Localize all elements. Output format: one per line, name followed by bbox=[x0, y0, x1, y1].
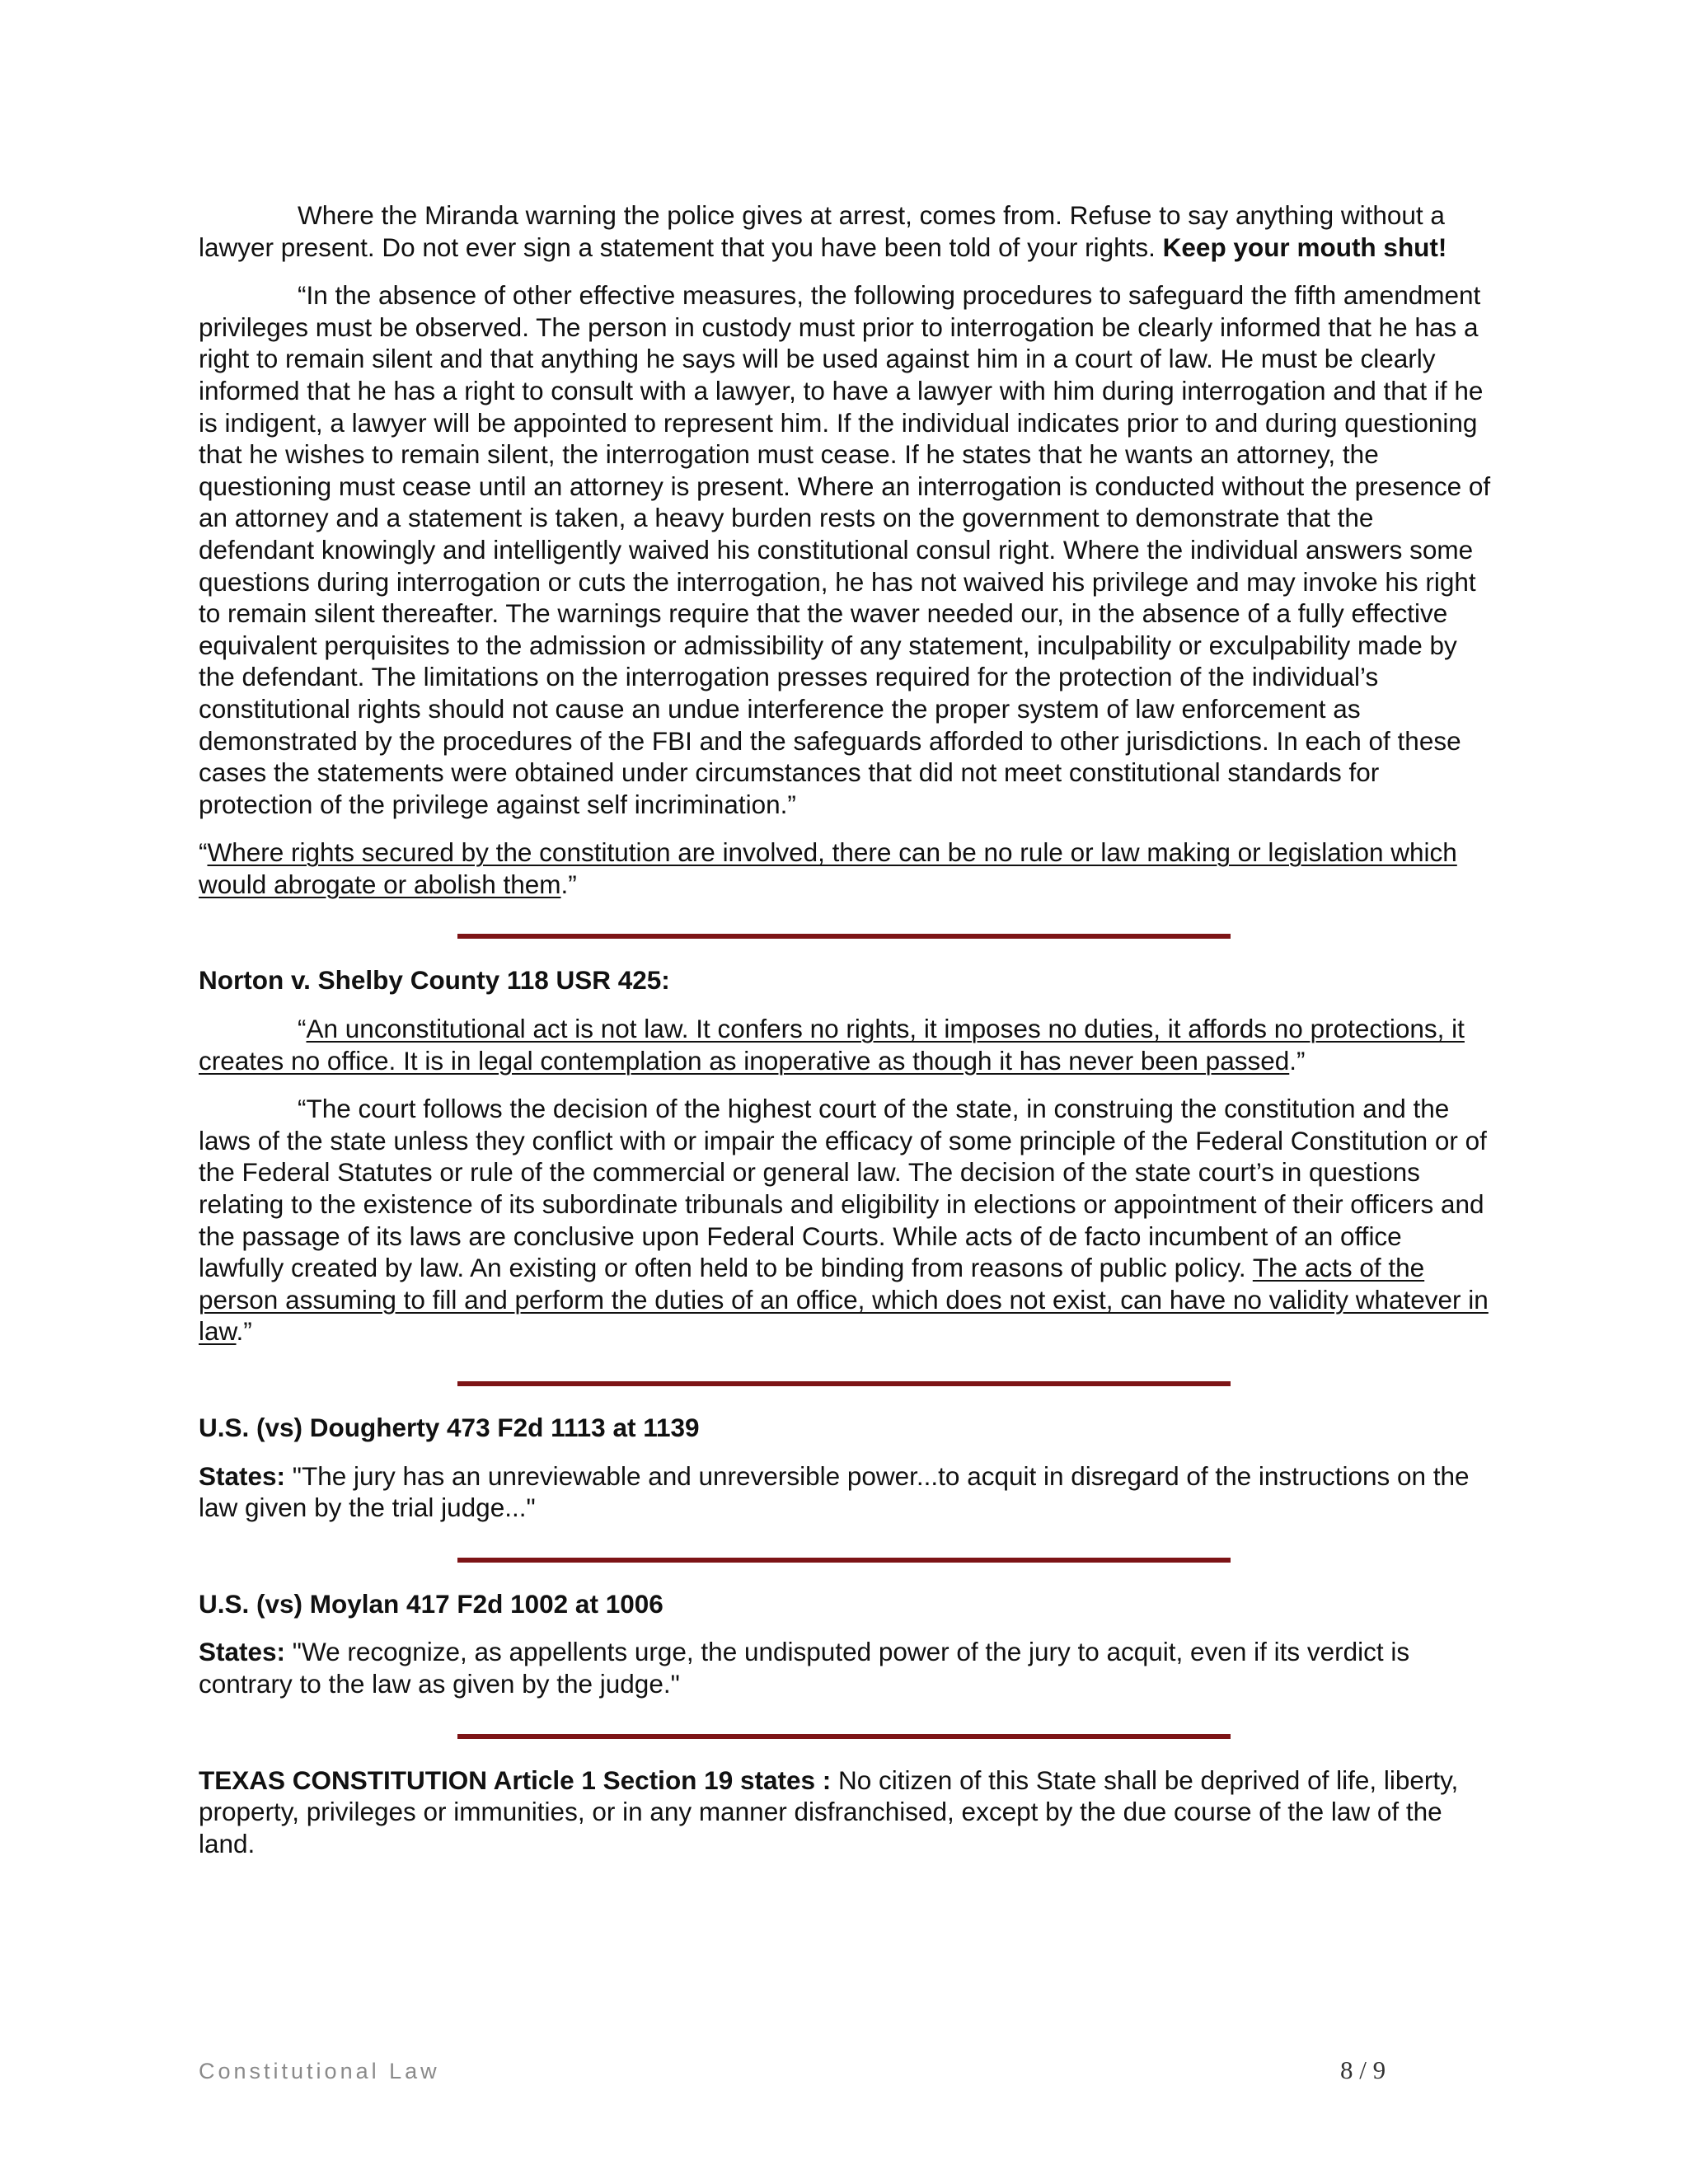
dougherty-heading: U.S. (vs) Dougherty 473 F2d 1113 at 1139 bbox=[199, 1413, 700, 1442]
quote-close: .” bbox=[560, 869, 577, 899]
norton-quote-2 bbox=[199, 1093, 1493, 1347]
moylan-statement bbox=[199, 1636, 1493, 1699]
moylan-statement-text: "We recognize, as appellents urge, the undisputed power of the jury to acquit, even if its verdict is contrary to the law as given by the judge." bbox=[199, 1637, 1410, 1699]
section-divider bbox=[457, 1558, 1231, 1563]
section-divider bbox=[457, 934, 1231, 939]
dougherty-statement-text: "The jury has an unreviewable and unreversible power...to acquit in disregard of the instructions on the law given by the trial judge..." bbox=[199, 1460, 1470, 1523]
norton-quote-2-text: “The court follows the decision of the highest court of the state, in construing the constitution and the laws of the state unless they conflict with or impair the efficacy of some principle of the Federal Constitution or of the Federal Statutes or rule of the commercial or general law. The decision of the state court’s in questions relating to the existence of its subordinate tribunals and eligibility in elections or appointment of their officers and the passage of its laws are conclusive upon Federal Courts. While acts of de facto incumbent of an office lawfully created by law. An existing or often held to be binding from reasons of public policy. bbox=[199, 1094, 1487, 1283]
intro-paragraph bbox=[199, 199, 1493, 263]
norton-heading: Norton v. Shelby County 118 USR 425: bbox=[199, 965, 670, 996]
moylan-states-label: States: bbox=[199, 1637, 286, 1667]
rights-quote bbox=[199, 837, 1493, 900]
texas-constitution-label: TEXAS CONSTITUTION Article 1 Section 19 states : bbox=[199, 1765, 832, 1795]
dougherty-states-label: States: bbox=[199, 1460, 286, 1491]
rights-quote-underlined: Where rights secured by the constitution are involved, there can be no rule or law making or legislation which would abrogate or abolish them bbox=[199, 837, 1457, 899]
moylan-heading: U.S. (vs) Moylan 417 F2d 1002 at 1006 bbox=[199, 1588, 663, 1619]
quote-close: .” bbox=[1289, 1045, 1306, 1076]
texas-constitution-paragraph bbox=[199, 1765, 1493, 1860]
quote-open: “ bbox=[298, 1014, 307, 1044]
norton-quote-2-underlined: The acts of the person assuming to fill and perform the duties of an office, which does not exist, can have no validity whatever in law bbox=[199, 1253, 1489, 1347]
texas-constitution-text: No citizen of this State shall be deprived of life, liberty, property, privileges or immunities, or in any manner disfranchised, except by the due course of the law of the land. bbox=[199, 1765, 1459, 1858]
dougherty-statement bbox=[199, 1460, 1493, 1524]
section-divider bbox=[457, 1381, 1231, 1386]
miranda-quote: “In the absence of other effective measures, the following procedures to safeguard the fifth amendment privileges must be observed. The person in custody must prior to interrogation be clearly informed that he has a right to remain silent and that anything he says will be used against him in a court of law. He must be clearly informed that he has a right to consult with a lawyer, to have a lawyer with him during interrogation and that if he is indigent, a lawyer will be appointed to represent him. If the individual indicates prior to and during questioning that he wishes to remain silent, the interrogation must cease. If he states that he wants an attorney, the questioning must cease until an attorney is present. Where an interrogation is conducted without the presence of an attorney and a statement is taken, a heavy burden rests on the government to demonstrate that the defendant knowingly and intelligently waived his constitutional consul right. Where the individual answers some questions during interrogation or cuts the interrogation, he has not waived his privilege and may invoke his right to remain silent thereafter. The warnings require that the waver needed our, in the absence of a fully effective equivalent perquisites to the admission or admissibility of any statement, inculpability or exculpability made by the defendant. The limitations on the interrogation presses required for the protection of the individual’s constitutional rights should not cause an undue interference the proper system of law enforcement as demonstrated by the procedures of the FBI and the safeguards afforded to other jurisdictions. In each of these cases the statements were obtained under circumstances that did not meet constitutional standards for protection of the privilege against self incrimination.” bbox=[199, 280, 1491, 819]
page-number: 8 / 9 bbox=[1340, 2055, 1386, 2084]
intro-text: Where the Miranda warning the police gives at arrest, comes from. Refuse to say anything without a lawyer present. Do not ever sign a statement that you have been told of your rights. bbox=[199, 200, 1445, 262]
norton-quote-1-underlined: An unconstitutional act is not law. It confers no rights, it imposes no duties, it affords no protections, it creates no office. It is in legal contemplation as inoperative as though it has never been passed bbox=[199, 1014, 1465, 1076]
footer-title: Constitutional Law bbox=[199, 2059, 440, 2083]
document-page bbox=[199, 199, 1493, 1859]
section-divider bbox=[457, 1734, 1231, 1739]
quote-close: .” bbox=[236, 1316, 252, 1347]
quote-open: “ bbox=[199, 837, 208, 868]
intro-bold-text: Keep your mouth shut! bbox=[1162, 232, 1447, 262]
norton-quote-1 bbox=[199, 1013, 1493, 1076]
